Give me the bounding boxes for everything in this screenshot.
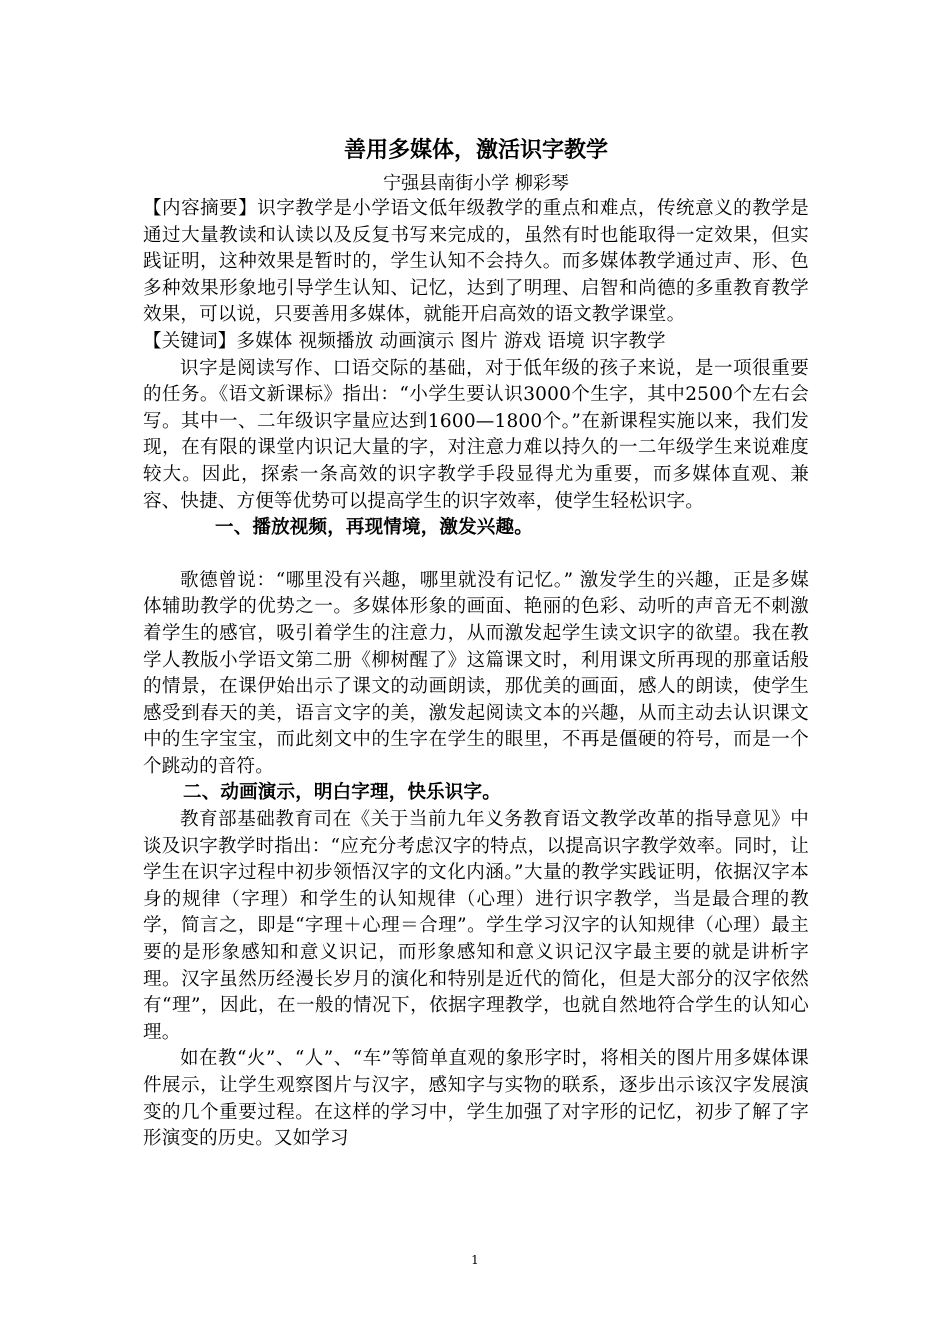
document-author: 宁强县南街小学 柳彩琴 — [383, 173, 569, 194]
document-body — [143, 136, 809, 1153]
section-2-heading: 二、动画演示，明白字理，快乐识字。 — [183, 782, 501, 804]
section-1-heading: 一、播放视频，再现情境，激发兴趣。 — [215, 517, 533, 539]
section-1-paragraph: 歌德曾说：“哪里没有兴趣，哪里就没有记忆。” 激发学生的兴趣，正是多媒体辅助教学的优势之一。多媒体形象的画面、艳丽的色彩、动听的声音无不刺激着学生的感官，吸引着学生的注意力，从而激发起学生读文识字的欲望。我在教学人教版小学语文第二册《柳树醒了》这篇课文时，利用课文所再现的那童话般的情景，在课伊始出示了课文的动画朗读，那优美的画面，感人的朗读，使学生感受到春天的美，语言文字的美，激发起阅读文本的兴趣，从而主动去认识课文中的生字宝宝，而此刻文中的生字在学生的眼里，不再是僵硬的符号，而是一个个跳动的音符。 — [143, 569, 809, 777]
keywords-paragraph: 【关键词】多媒体 视频播放 动画演示 图片 游戏 语境 识字教学 — [143, 330, 666, 352]
section-2-paragraph-1: 教育部基础教育司在《关于当前九年义务教育语文教学改革的指导意见》中谈及识字教学时指出：“应充分考虑汉字的特点，以提高识字教学效率。同时，让学生在识字过程中初步领悟汉字的文化内涵。”大量的教学实践证明，依据汉字本身的规律（字理）和学生的认知规律（心理）进行识字教学，当是最合理的教学，简言之，即是“字理＋心理＝合理”。学生学习汉字的认知规律（心理）最主要的是形象感知和意义识记，而形象感知和意义识记汉字最主要的就是讲析字理。汉字虽然历经漫长岁月的演化和特别是近代的简化，但是大部分的汉字依然有“理”，因此，在一般的情况下，依据字理教学，也就自然地符合学生的认知心理。 — [143, 809, 809, 1043]
document-title: 善用多媒体，激活识字教学 — [343, 138, 608, 163]
section-2-paragraph-2: 如在教“火”、“人”、“车”等简单直观的象形字时，将相关的图片用多媒体课件展示，让学生观察图片与汉字，感知字与实物的联系，逐步出示该汉字发展演变的几个重要过程。在这样的学习中，学生加强了对字形的记忆，初步了解了字形演变的历史。又如学习 — [143, 1048, 809, 1150]
blank-line — [143, 542, 809, 568]
page-number: 1 — [471, 1253, 479, 1267]
abstract-paragraph: 【内容摘要】识字教学是小学语文低年级教学的重点和难点，传统意义的教学是通过大量教读和认读以及反复书写来完成的，虽然有时也能取得一定效果，但实践证明，这种效果是暂时的，学生认知不会持久。而多媒体教学通过声、形、色多种效果形象地引导学生认知、记忆，达到了明理、启智和尚德的多重教育教学效果，可以说，只要善用多媒体，就能开启高效的语文教学课堂。 — [143, 198, 809, 326]
intro-paragraph: 识字是阅读写作、口语交际的基础，对于低年级的孩子来说，是一项很重要的任务。《语文新课标》指出：“小学生要认识3000个生字，其中2500个左右会写。其中一、二年级识字量应达到1600—1800个。”在新课程实施以来，我们发现，在有限的课堂内识记大量的字，对注意力难以持久的一二年级学生来说难度较大。因此，探索一条高效的识字教学手段显得尤为重要，而多媒体直观、兼容、快捷、方便等优势可以提高学生的识字效率，使学生轻松识字。 — [143, 357, 809, 512]
